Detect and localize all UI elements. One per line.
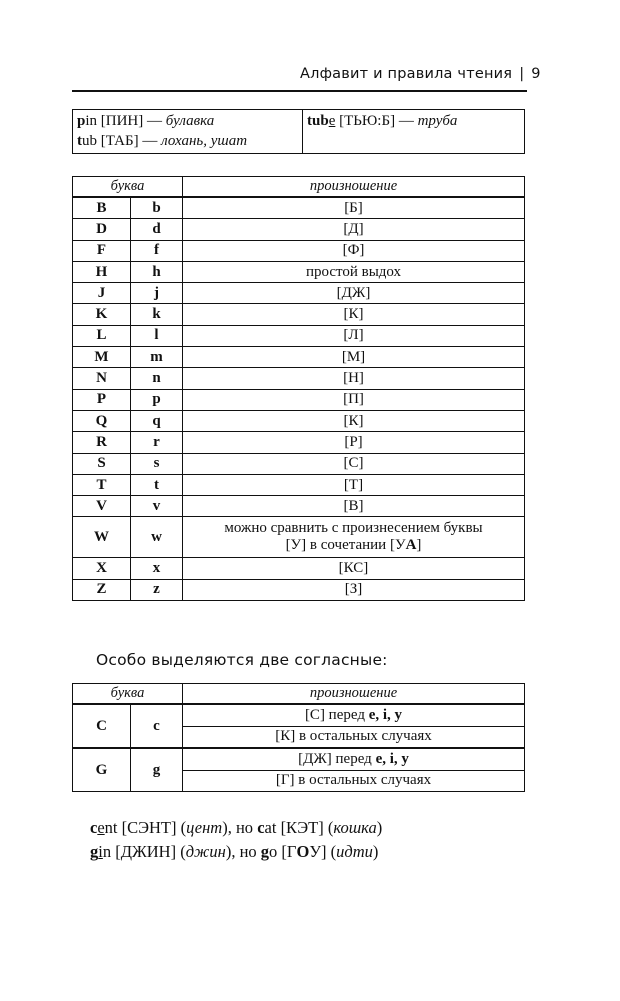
header-letter: буква [73,177,183,198]
word-underlined: e [97,818,105,837]
lower-letter: z [131,579,183,600]
table-row [73,368,525,389]
table-row [73,453,525,474]
table-row [73,219,525,240]
rule-text: [ДЖ] перед [298,750,376,767]
pronunciation: [ДЖ] [183,283,525,304]
example-line [77,111,298,131]
lower-letter: g [131,748,183,792]
closing-paren: ) [376,818,383,837]
word-underlined: i [98,842,103,861]
connector: ), но [222,818,258,837]
upper-letter: N [73,368,131,389]
lower-letter: l [131,325,183,346]
table-row [73,283,525,304]
transcription: [КЭТ] ( [276,818,334,837]
table-row [73,410,525,431]
header-pronunciation: произношение [183,684,525,705]
transcription: У] ( [309,842,337,861]
lower-letter: j [131,283,183,304]
pronunciation-bold: А [405,537,417,554]
table-row [73,579,525,600]
lower-letter: v [131,496,183,517]
chapter-title: Алфавит и правила чтения [300,66,513,82]
lower-letter: n [131,368,183,389]
pronunciation: [К] [183,410,525,431]
table-row [73,558,525,579]
lower-letter: t [131,474,183,495]
pronunciation: [Л] [183,325,525,346]
pronunciation-text: [У] в сочетании [У [285,537,406,554]
table-row [73,474,525,495]
pronunciation-rule [183,748,525,770]
pronunciation-line [183,537,524,554]
example-ipa: [ПИН] — [97,113,166,129]
table-header-row [73,684,525,705]
pronunciation: [П] [183,389,525,410]
transcription: [Г [277,842,297,861]
lower-letter: p [131,389,183,410]
page-number: 9 [531,66,541,82]
pronunciation: [С] [183,453,525,474]
pronunciation: [Д] [183,219,525,240]
table-header-row [73,177,525,198]
upper-letter: D [73,219,131,240]
upper-letter: F [73,240,131,261]
lower-letter: q [131,410,183,431]
lower-letter: h [131,261,183,282]
word-rest: at [264,818,277,837]
pronunciation-rule: [Г] в остальных случаях [183,770,525,792]
upper-letter: M [73,347,131,368]
upper-letter: V [73,496,131,517]
translation: кошка [333,818,377,837]
example-line [77,131,298,151]
example-line [307,111,520,131]
section-label: Особо выделяются две согласные: [96,651,388,669]
example-sentence [90,816,382,840]
table-row [73,304,525,325]
pronunciation-text: ] [416,537,422,554]
lower-letter: m [131,347,183,368]
pronunciation-rule [183,704,525,726]
header-letter: буква [73,684,183,705]
table-row [73,240,525,261]
example-ipa: [ТАБ] — [97,133,162,149]
word-rest: o [269,842,278,861]
head-rule [72,90,527,92]
lower-letter: w [131,517,183,558]
upper-letter: S [73,453,131,474]
example-rest: in [85,113,98,129]
upper-letter: L [73,325,131,346]
examples [90,816,382,864]
example-meaning: булавка [165,113,215,129]
word-rest: n [102,842,112,861]
table-row [73,496,525,517]
rule-letters: e, i, y [375,750,409,767]
translation: идти [336,842,373,861]
example-rest: ub [82,133,97,149]
consonant-table [72,176,525,601]
upper-letter: R [73,432,131,453]
upper-letter: T [73,474,131,495]
upper-letter: P [73,389,131,410]
upper-letter: W [73,517,131,558]
lower-letter: s [131,453,183,474]
pronunciation: [Р] [183,432,525,453]
translation: цент [186,818,223,837]
pronunciation: простой выдох [183,261,525,282]
table-row [73,197,525,219]
rule-text: [С] перед [304,706,369,723]
upper-letter: X [73,558,131,579]
table-row [73,347,525,368]
example-box [72,109,525,154]
example-meaning: труба [417,113,458,129]
word-bold: g [90,842,99,861]
word-rest: nt [104,818,118,837]
lower-letter: k [131,304,183,325]
lower-letter: x [131,558,183,579]
upper-letter: H [73,261,131,282]
pronunciation: [М] [183,347,525,368]
special-consonant-table [72,683,525,792]
example-bold: p [77,113,86,129]
example-ipa: [ТЬЮ:Б] — [335,113,418,129]
lower-letter: b [131,197,183,219]
upper-letter: B [73,197,131,219]
example-sentence [90,840,382,864]
upper-letter: G [73,748,131,792]
upper-letter: C [73,704,131,748]
translation: джин [185,842,226,861]
upper-letter: Q [73,410,131,431]
pronunciation: [Б] [183,197,525,219]
example-bold: ub [312,113,329,129]
transcription: [ДЖИН] ( [111,842,186,861]
example-bold: t [77,133,82,149]
pronunciation-rule: [К] в остальных случаях [183,726,525,748]
pronunciation [183,517,525,558]
transcription-bold: О [296,842,310,861]
table-row [73,389,525,410]
table-row [73,432,525,453]
table-row [73,517,525,558]
table-row [73,325,525,346]
example-meaning: лохань, ушат [161,133,248,149]
table-row [73,261,525,282]
closing-paren: ) [372,842,379,861]
lower-letter: c [131,704,183,748]
example-silent-letter: e [328,113,336,129]
upper-letter: J [73,283,131,304]
example-box-left [73,110,303,153]
running-head [300,66,541,86]
upper-letter: Z [73,579,131,600]
lower-letter: d [131,219,183,240]
word-bold: g [260,842,270,861]
connector: ), но [225,842,261,861]
pronunciation: [К] [183,304,525,325]
example-bold: t [307,113,312,129]
rule-letters: e, i, y [368,706,403,723]
pronunciation: [В] [183,496,525,517]
table-row [73,748,525,770]
pronunciation: [КС] [183,558,525,579]
example-box-right [303,110,524,153]
word-bold: c [257,818,265,837]
pronunciation: [Н] [183,368,525,389]
head-separator: | [519,66,525,82]
table-row [73,704,525,726]
header-pronunciation: произношение [183,177,525,198]
lower-letter: f [131,240,183,261]
pronunciation: [Т] [183,474,525,495]
pronunciation-line: можно сравнить с произнесением буквы [224,520,483,537]
pronunciation: [З] [183,579,525,600]
word-bold: c [90,818,98,837]
transcription: [СЭНТ] ( [117,818,187,837]
pronunciation: [Ф] [183,240,525,261]
lower-letter: r [131,432,183,453]
upper-letter: K [73,304,131,325]
